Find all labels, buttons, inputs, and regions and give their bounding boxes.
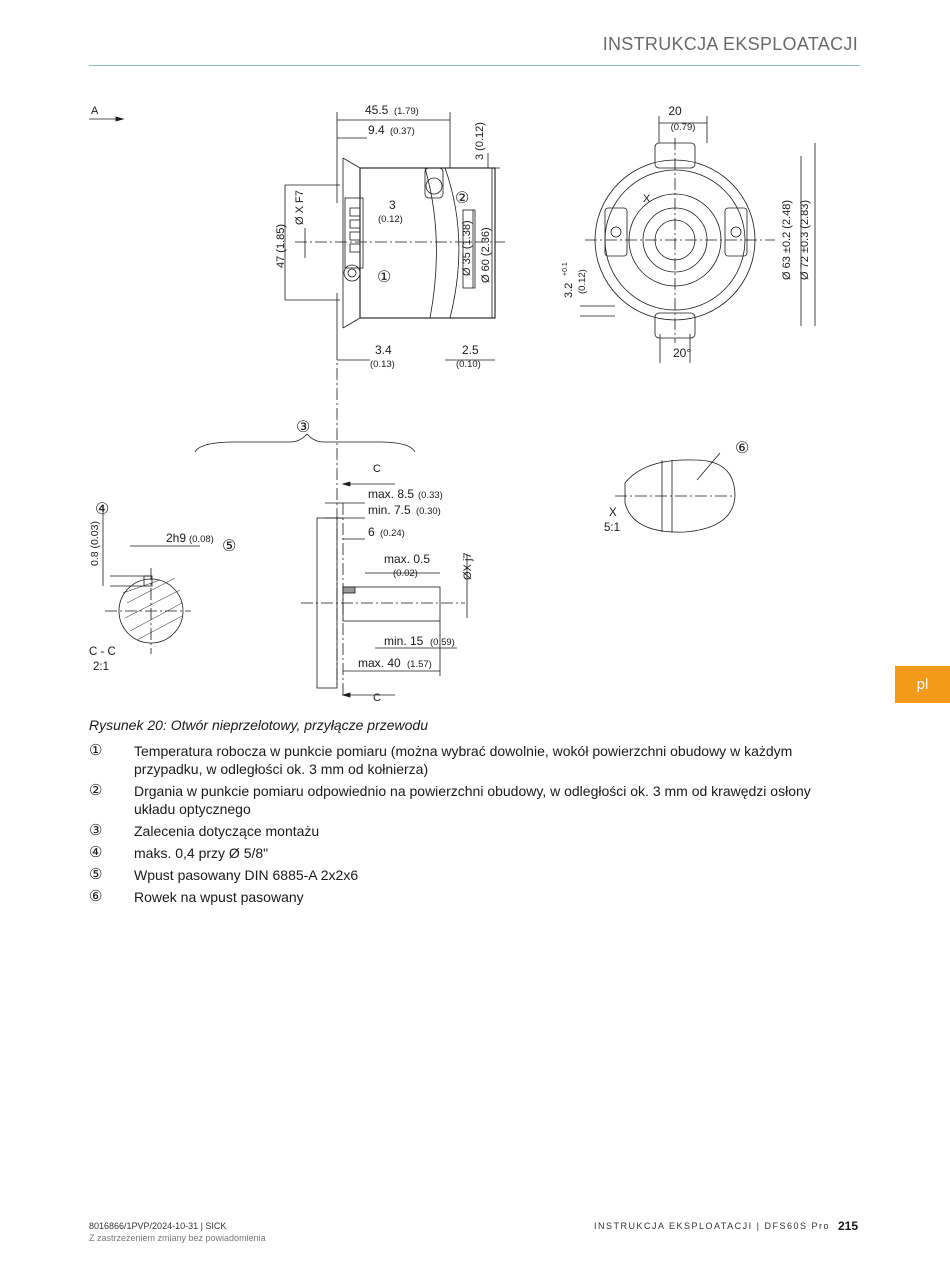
callout-3: ③ [296,419,311,436]
figure-legend [89,742,849,910]
dim-6-inch: (0.24) [380,528,405,539]
dim-2-5: 2.5 [462,343,479,357]
section-cc-scale: 2:1 [93,661,109,673]
language-tab-pl[interactable]: pl [895,666,950,703]
dim-2h9-inch: (0.08) [189,534,214,545]
dim-20-deg: 20° [673,346,692,360]
dim-3-4: 3.4 [375,343,392,357]
dim-2h9: 2h9 [166,531,187,545]
dim-9-4: 9.4 [368,123,385,137]
section-c-top: C [373,463,381,475]
dim-min-7-5-inch: (0.30) [416,506,441,517]
dim-3-2-tolerance: +0.1 [562,262,569,276]
dim-3-2-inch: (0.12) [577,269,588,294]
dim-d35: Ø 35 (1.38) [461,220,473,276]
legend-number: ④ [89,844,103,861]
dim-min-7-5: min. 7.5 [368,503,411,517]
dim-20: 20 [668,104,682,118]
legend-text: Drgania w punkcie pomiaru odpowiednio na powierzchni obudowy, w odległości ok. 3 mm od krawędzi osłony układu optycznego [134,783,811,817]
dim-0-8: 0.8 (0.03) [89,521,101,566]
legend-text: Temperatura robocza w punkcie pomiaru (można wybrać dowolnie, wokół powierzchni obudowy w każdym przypadku, w odległości ok. 3 mm od kołnierza) [134,743,793,777]
callout-4: ④ [95,501,110,518]
dim-d72: Ø 72 ±0.3 (2.83) [799,199,811,280]
legend-number: ⑤ [89,866,103,883]
page-number: 215 [837,1219,858,1233]
legend-item [89,866,849,884]
legend-number: ⑥ [89,888,103,905]
legend-number: ① [89,742,103,759]
page-header-title: INSTRUKCJA EKSPLOATACJI [602,34,858,54]
dim-max-8-5: max. 8.5 [368,487,415,501]
callout-2: ② [455,190,470,207]
section-c-bottom: C [373,692,381,704]
detail-x-label: X [609,507,617,519]
dim-3-4-inch: (0.13) [370,359,395,370]
legend-text: Wpust pasowany DIN 6885-A 2x2x6 [134,867,359,883]
dim-3-top: 3 (0.12) [474,122,486,160]
footer-note: Z zastrzeżeniem zmiany bez powiadomienia [89,1233,266,1243]
callout-5: ⑤ [222,538,237,555]
header-divider [89,65,860,66]
dim-max-40-inch: (1.57) [407,659,432,670]
dim-3-2: 3.2 [563,282,575,298]
dim-20-inch: (0.79) [670,122,696,133]
dim-oxj7: ØX j7 [462,552,474,580]
footer-doc-id: 8016866/1PVP/2024-10-31 | SICK [89,1221,227,1231]
legend-item [89,844,849,862]
dim-45-5-inch: (1.79) [394,106,419,117]
dim-min-15-inch: (0.59) [430,637,455,648]
legend-number: ③ [89,822,103,839]
legend-text: Rowek na wpust pasowany [134,889,304,905]
view-a-label: A [91,105,99,117]
dim-3-inch: (0.12) [378,214,403,225]
dim-d60: Ø 60 (2.36) [480,227,492,283]
legend-item [89,822,849,840]
detail-x-scale: 5:1 [604,522,620,534]
dim-45-5: 45.5 [365,103,389,117]
dim-47: 47 (1.85) [275,223,287,268]
callout-1: ① [377,269,392,286]
dim-d63: Ø 63 ±0.2 (2.48) [781,199,793,280]
legend-number: ② [89,782,103,799]
dim-max-8-5-inch: (0.33) [418,490,443,501]
footer-doc-title: INSTRUKCJA EKSPLOATACJI | DFS60S Pro [593,1221,830,1231]
legend-item [89,742,849,778]
legend-item [89,782,849,818]
dim-2-5-inch: (0.10) [456,359,481,370]
dim-6: 6 [368,525,375,539]
dim-min-15: min. 15 [384,634,424,648]
dim-oxf7: Ø X F7 [294,190,306,225]
technical-drawing [85,98,875,713]
section-cc-label: C - C [89,646,116,658]
legend-text: maks. 0,4 przy Ø 5/8" [134,845,269,861]
dim-max-0-5-inch: (0.02) [393,568,418,579]
legend-item [89,888,849,906]
figure-caption: Rysunek 20: Otwór nieprzelotowy, przyłącze przewodu [89,717,429,733]
legend-text: Zalecenia dotyczące montażu [134,823,320,839]
dim-3: 3 [389,198,396,212]
callout-6: ⑥ [735,440,750,457]
front-view-x-label: X [643,193,651,205]
dim-max-0-5: max. 0.5 [384,552,431,566]
dim-max-40: max. 40 [358,656,401,670]
dim-9-4-inch: (0.37) [390,126,415,137]
